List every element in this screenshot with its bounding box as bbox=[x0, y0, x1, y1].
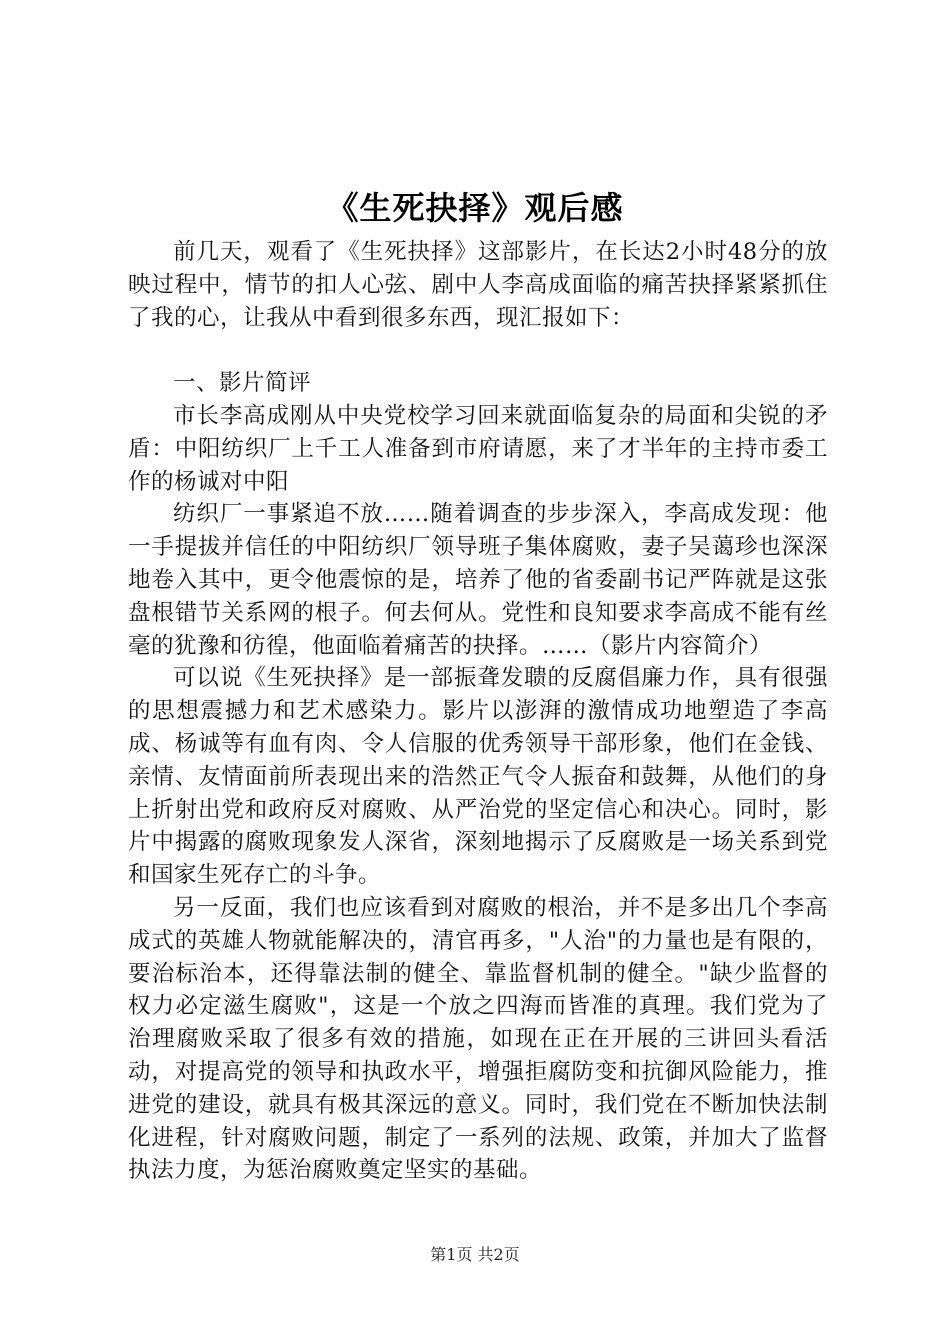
document-body bbox=[128, 236, 828, 1187]
body-paragraph: 可以说《生死抉择》是一部振聋发聩的反腐倡廉力作，具有很强的思想震撼力和艺术感染力。影片以澎湃的激情成功地塑造了李高成、杨诚等有血有肉、令人信服的优秀领导干部形象，他们在金钱、亲情、友情面前所表现出来的浩然正气令人振奋和鼓舞，从他们的身上折射出党和政府反对腐败、从严治党的坚定信心和决心。同时，影片中揭露的腐败现象发人深省，深刻地揭示了反腐败是一场关系到党和国家生死存亡的斗争。 bbox=[128, 665, 828, 889]
intro-paragraph: 前几天，观看了《生死抉择》这部影片，在长达2小时48分的放映过程中，情节的扣人心弦、剧中人李高成面临的痛苦抉择紧紧抓住了我的心，让我从中看到很多东西，现汇报如下： bbox=[128, 239, 828, 331]
document-title: 《生死抉择》观后感 bbox=[326, 189, 624, 227]
page-number-footer: 第1页 共2页 bbox=[430, 1245, 520, 1264]
body-paragraph: 市长李高成刚从中央党校学习回来就面临复杂的局面和尖锐的矛盾：中阳纺织厂上千工人准备到市府请愿，来了才半年的主持市委工作的杨诚对中阳 bbox=[128, 402, 828, 495]
body-paragraph: 纺织厂一事紧追不放……随着调查的步步深入，李高成发现：他一手提拔并信任的中阳纺织厂领导班子集体腐败，妻子吴蔼珍也深深地卷入其中，更令他震惊的是，培养了他的省委副书记严阵就是这张盘根错节关系网的根子。何去何从。党性和良知要求李高成不能有丝毫的犹豫和彷徨，他面临着痛苦的抉择。……（影片内容简介） bbox=[128, 501, 828, 659]
body-paragraph: 另一反面，我们也应该看到对腐败的根治，并不是多出几个李高成式的英雄人物就能解决的，清官再多，"人治"的力量也是有限的，要治标治本，还得靠法制的健全、靠监督机制的健全。"缺少监督的权力必定滋生腐败"，这是一个放之四海而皆准的真理。我们党为了治理腐败采取了很多有效的措施，如现在正在开展的三讲回头看活动，对提高党的领导和执政水平，增强拒腐防变和抗御风险能力，推进党的建设，就具有极其深远的意义。同时，我们党在不断加快法制化进程，针对腐败问题，制定了一系列的法规、政策，并加大了监督执法力度，为惩治腐败奠定坚实的基础。 bbox=[128, 894, 828, 1184]
section-heading: 一、影片简评 bbox=[173, 370, 312, 397]
